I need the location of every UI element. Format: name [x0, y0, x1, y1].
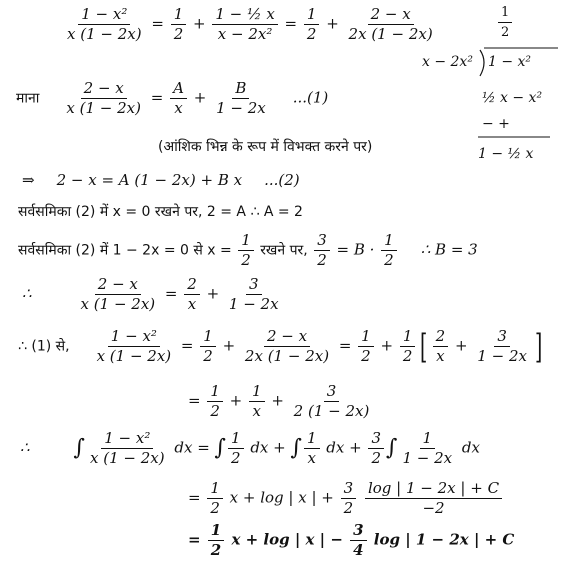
numerator: 1 — [400, 328, 416, 347]
denominator: 2x (1 − 2x) — [244, 347, 330, 365]
numerator: 1 − ½ x — [212, 6, 277, 25]
denominator: x (1 − 2x) — [80, 295, 156, 313]
hindi-text: सर्वसमिका (2) में 1 − 2x = 0 से x = — [18, 242, 237, 259]
numerator: 2 — [184, 276, 200, 295]
denominator: 2 — [210, 541, 222, 559]
denominator: 2 — [210, 402, 220, 420]
numerator: 3 — [246, 276, 262, 295]
denominator: 2 — [210, 499, 220, 517]
fraction — [207, 383, 223, 420]
math-text: 2 − x = A (1 − 2x) + B x — [56, 171, 243, 189]
fraction — [341, 480, 357, 517]
math-text: ⇒ — [22, 171, 35, 189]
fraction — [171, 6, 187, 43]
math-text: dx — [457, 438, 480, 457]
math-text: + — [217, 336, 240, 355]
denominator: 1 − 2x — [477, 347, 527, 365]
denominator: 2 (1 − 2x) — [293, 402, 370, 420]
eq-line-4 — [22, 171, 300, 189]
numerator: 1 — [200, 328, 216, 347]
hindi-text: रखने पर, — [255, 242, 313, 259]
fraction — [170, 80, 187, 117]
numerator: 3 — [494, 328, 510, 347]
math-text: ...(2) — [264, 171, 300, 189]
fraction — [433, 328, 449, 365]
math-text: + — [321, 14, 344, 33]
hindi-text: ∴ (1) से, — [18, 338, 70, 355]
integral-sign: ∫ — [214, 435, 227, 461]
denominator: −2 — [422, 499, 445, 517]
fraction — [399, 430, 455, 467]
division-rules — [418, 4, 562, 176]
denominator: x — [187, 295, 197, 313]
math-text: = — [176, 336, 199, 355]
math-text: = — [188, 391, 206, 410]
denominator: x — [252, 402, 261, 420]
denominator: 2 — [343, 499, 354, 517]
fraction — [358, 328, 374, 365]
fraction — [304, 6, 320, 43]
numerator: 2 — [433, 328, 449, 347]
numerator: 2 − x — [81, 80, 127, 99]
math-text: dx + — [245, 438, 291, 457]
denominator: 2 — [402, 347, 413, 365]
numerator: 1 — [208, 522, 224, 541]
math-text: + — [201, 284, 224, 303]
fraction — [368, 430, 384, 467]
math-text: = — [146, 14, 169, 33]
numerator: 2 − x — [95, 276, 141, 295]
math-text: = — [146, 88, 169, 107]
eq-line-12 — [188, 522, 514, 559]
denominator: 2 — [203, 347, 213, 365]
math-text: + — [188, 14, 211, 33]
integral-sign: ∫ — [386, 435, 398, 461]
denominator: x (1 − 2x) — [90, 449, 165, 467]
numerator: 1 — [228, 430, 244, 449]
numerator: B — [232, 80, 249, 99]
math-text: + — [375, 336, 398, 355]
math-text: ∴ B = 3 — [420, 240, 478, 259]
fraction — [238, 232, 254, 269]
denominator: 2x (1 − 2x) — [348, 25, 433, 43]
numerator: 3 — [314, 232, 330, 251]
denominator: 2 — [384, 251, 394, 269]
numerator: 1 — [207, 480, 223, 499]
fraction — [242, 328, 332, 365]
fraction — [78, 276, 159, 313]
fraction — [87, 430, 168, 467]
numerator: 1 − x² — [101, 430, 153, 449]
denominator: x (1 − 2x) — [67, 25, 142, 43]
numerator: 1 — [238, 232, 254, 251]
eq-line-2 — [16, 80, 328, 117]
eq-line-1 — [62, 6, 438, 43]
math-text: = — [279, 14, 302, 33]
denominator: 4 — [353, 541, 364, 559]
fraction — [474, 328, 530, 365]
denominator: 2 — [317, 251, 327, 269]
denominator: 2 — [306, 25, 317, 43]
numerator: 1 — [304, 6, 320, 25]
math-text: = — [188, 530, 206, 549]
eq-line-7 — [22, 276, 284, 313]
denominator: 1 − 2x — [216, 99, 266, 117]
bracket: [ — [420, 326, 428, 367]
eq-line-10 — [20, 430, 480, 467]
fraction — [400, 328, 416, 365]
fraction — [381, 232, 397, 269]
fraction — [63, 80, 144, 117]
fraction — [64, 6, 145, 43]
numerator: 1 — [249, 383, 265, 402]
math-text: x + log | x | − — [226, 530, 349, 549]
math-text: + — [450, 336, 473, 355]
fraction — [200, 328, 216, 365]
math-text: dx + — [321, 438, 367, 457]
numerator: 1 — [358, 328, 374, 347]
fraction — [249, 383, 265, 420]
eq-line-8 — [18, 328, 545, 365]
fraction — [226, 276, 282, 313]
denominator: x (1 − 2x) — [96, 347, 172, 365]
fraction — [213, 80, 269, 117]
denominator: 2 — [241, 251, 251, 269]
fraction — [184, 276, 200, 313]
hindi-text: सर्वसमिका (2) में x = 0 रखने पर, 2 = A ∴ A = 2 — [18, 204, 303, 220]
bracket: ] — [534, 326, 543, 367]
eq-line-6 — [18, 232, 478, 269]
numerator: 1 − x² — [108, 328, 160, 347]
integral-sign: ∫ — [290, 435, 302, 461]
division-quotient: 1 2 — [498, 4, 512, 41]
math-text: x + log | x | + — [224, 488, 339, 507]
numerator: 3 — [324, 383, 340, 402]
fraction — [291, 383, 373, 420]
numerator: 1 — [304, 430, 320, 449]
denominator: 2 — [173, 25, 184, 43]
math-text: = — [160, 284, 183, 303]
denominator: 1 − 2x — [402, 449, 453, 467]
denominator: x (1 − 2x) — [66, 99, 141, 117]
hindi-text: माना — [16, 90, 40, 107]
denominator: 2 — [361, 347, 371, 365]
math-text: ∴ — [22, 284, 32, 303]
denominator: x — [174, 99, 183, 117]
numerator: log | 1 − 2x | + C — [365, 480, 502, 499]
hindi-text: (आंशिक भिन्न के रूप में विभक्त करने पर) — [158, 139, 373, 155]
division-step: ½ x − x² — [482, 90, 543, 106]
numerator: A — [170, 80, 187, 99]
integral-sign: ∫ — [73, 435, 86, 461]
math-text: + — [224, 391, 247, 410]
math-text: + — [188, 88, 212, 107]
eq-line-3 — [158, 137, 372, 156]
fraction — [208, 522, 224, 559]
division-dividend: 1 − x² — [488, 54, 532, 70]
denominator: x − 2x² — [217, 25, 273, 43]
division-divisor: x − 2x² — [422, 54, 473, 70]
fraction — [207, 480, 223, 517]
denominator: x — [436, 347, 445, 365]
fraction — [212, 6, 277, 43]
math-text: dx = — [169, 438, 215, 457]
math-text — [358, 489, 363, 507]
denominator: 2 — [371, 449, 381, 467]
numerator: 1 — [207, 383, 223, 402]
numerator: 1 — [420, 430, 436, 449]
numerator: 2 − x — [368, 6, 414, 25]
denominator: 1 − 2x — [228, 295, 279, 313]
math-text: = — [334, 336, 357, 355]
math-text: = B · — [331, 240, 380, 259]
denominator: x — [307, 449, 316, 467]
numerator: 3 — [368, 430, 384, 449]
fraction — [228, 430, 244, 467]
eq-line-11 — [188, 480, 504, 517]
math-text: + — [266, 391, 289, 410]
math-text: = — [188, 488, 206, 507]
math-text: ...(1) — [292, 88, 329, 107]
numerator: 2 − x — [264, 328, 310, 347]
denominator: 2 — [231, 449, 241, 467]
division-remainder: 1 − ½ x — [478, 146, 534, 162]
fraction — [94, 328, 175, 365]
fraction — [304, 430, 320, 467]
numerator: 3 — [341, 480, 357, 499]
eq-line-9 — [188, 383, 374, 420]
numerator: 1 − x² — [78, 6, 130, 25]
division-signs: − + — [482, 116, 510, 132]
fraction — [350, 522, 366, 559]
math-text: ∴ — [20, 438, 30, 457]
fraction — [314, 232, 330, 269]
numerator: 3 — [350, 522, 366, 541]
long-division — [418, 4, 562, 176]
fraction — [365, 480, 502, 517]
math-text: log | 1 − 2x | + C — [368, 530, 515, 549]
numerator: 1 — [381, 232, 397, 251]
eq-line-5 — [18, 202, 303, 221]
numerator: 1 — [171, 6, 187, 25]
